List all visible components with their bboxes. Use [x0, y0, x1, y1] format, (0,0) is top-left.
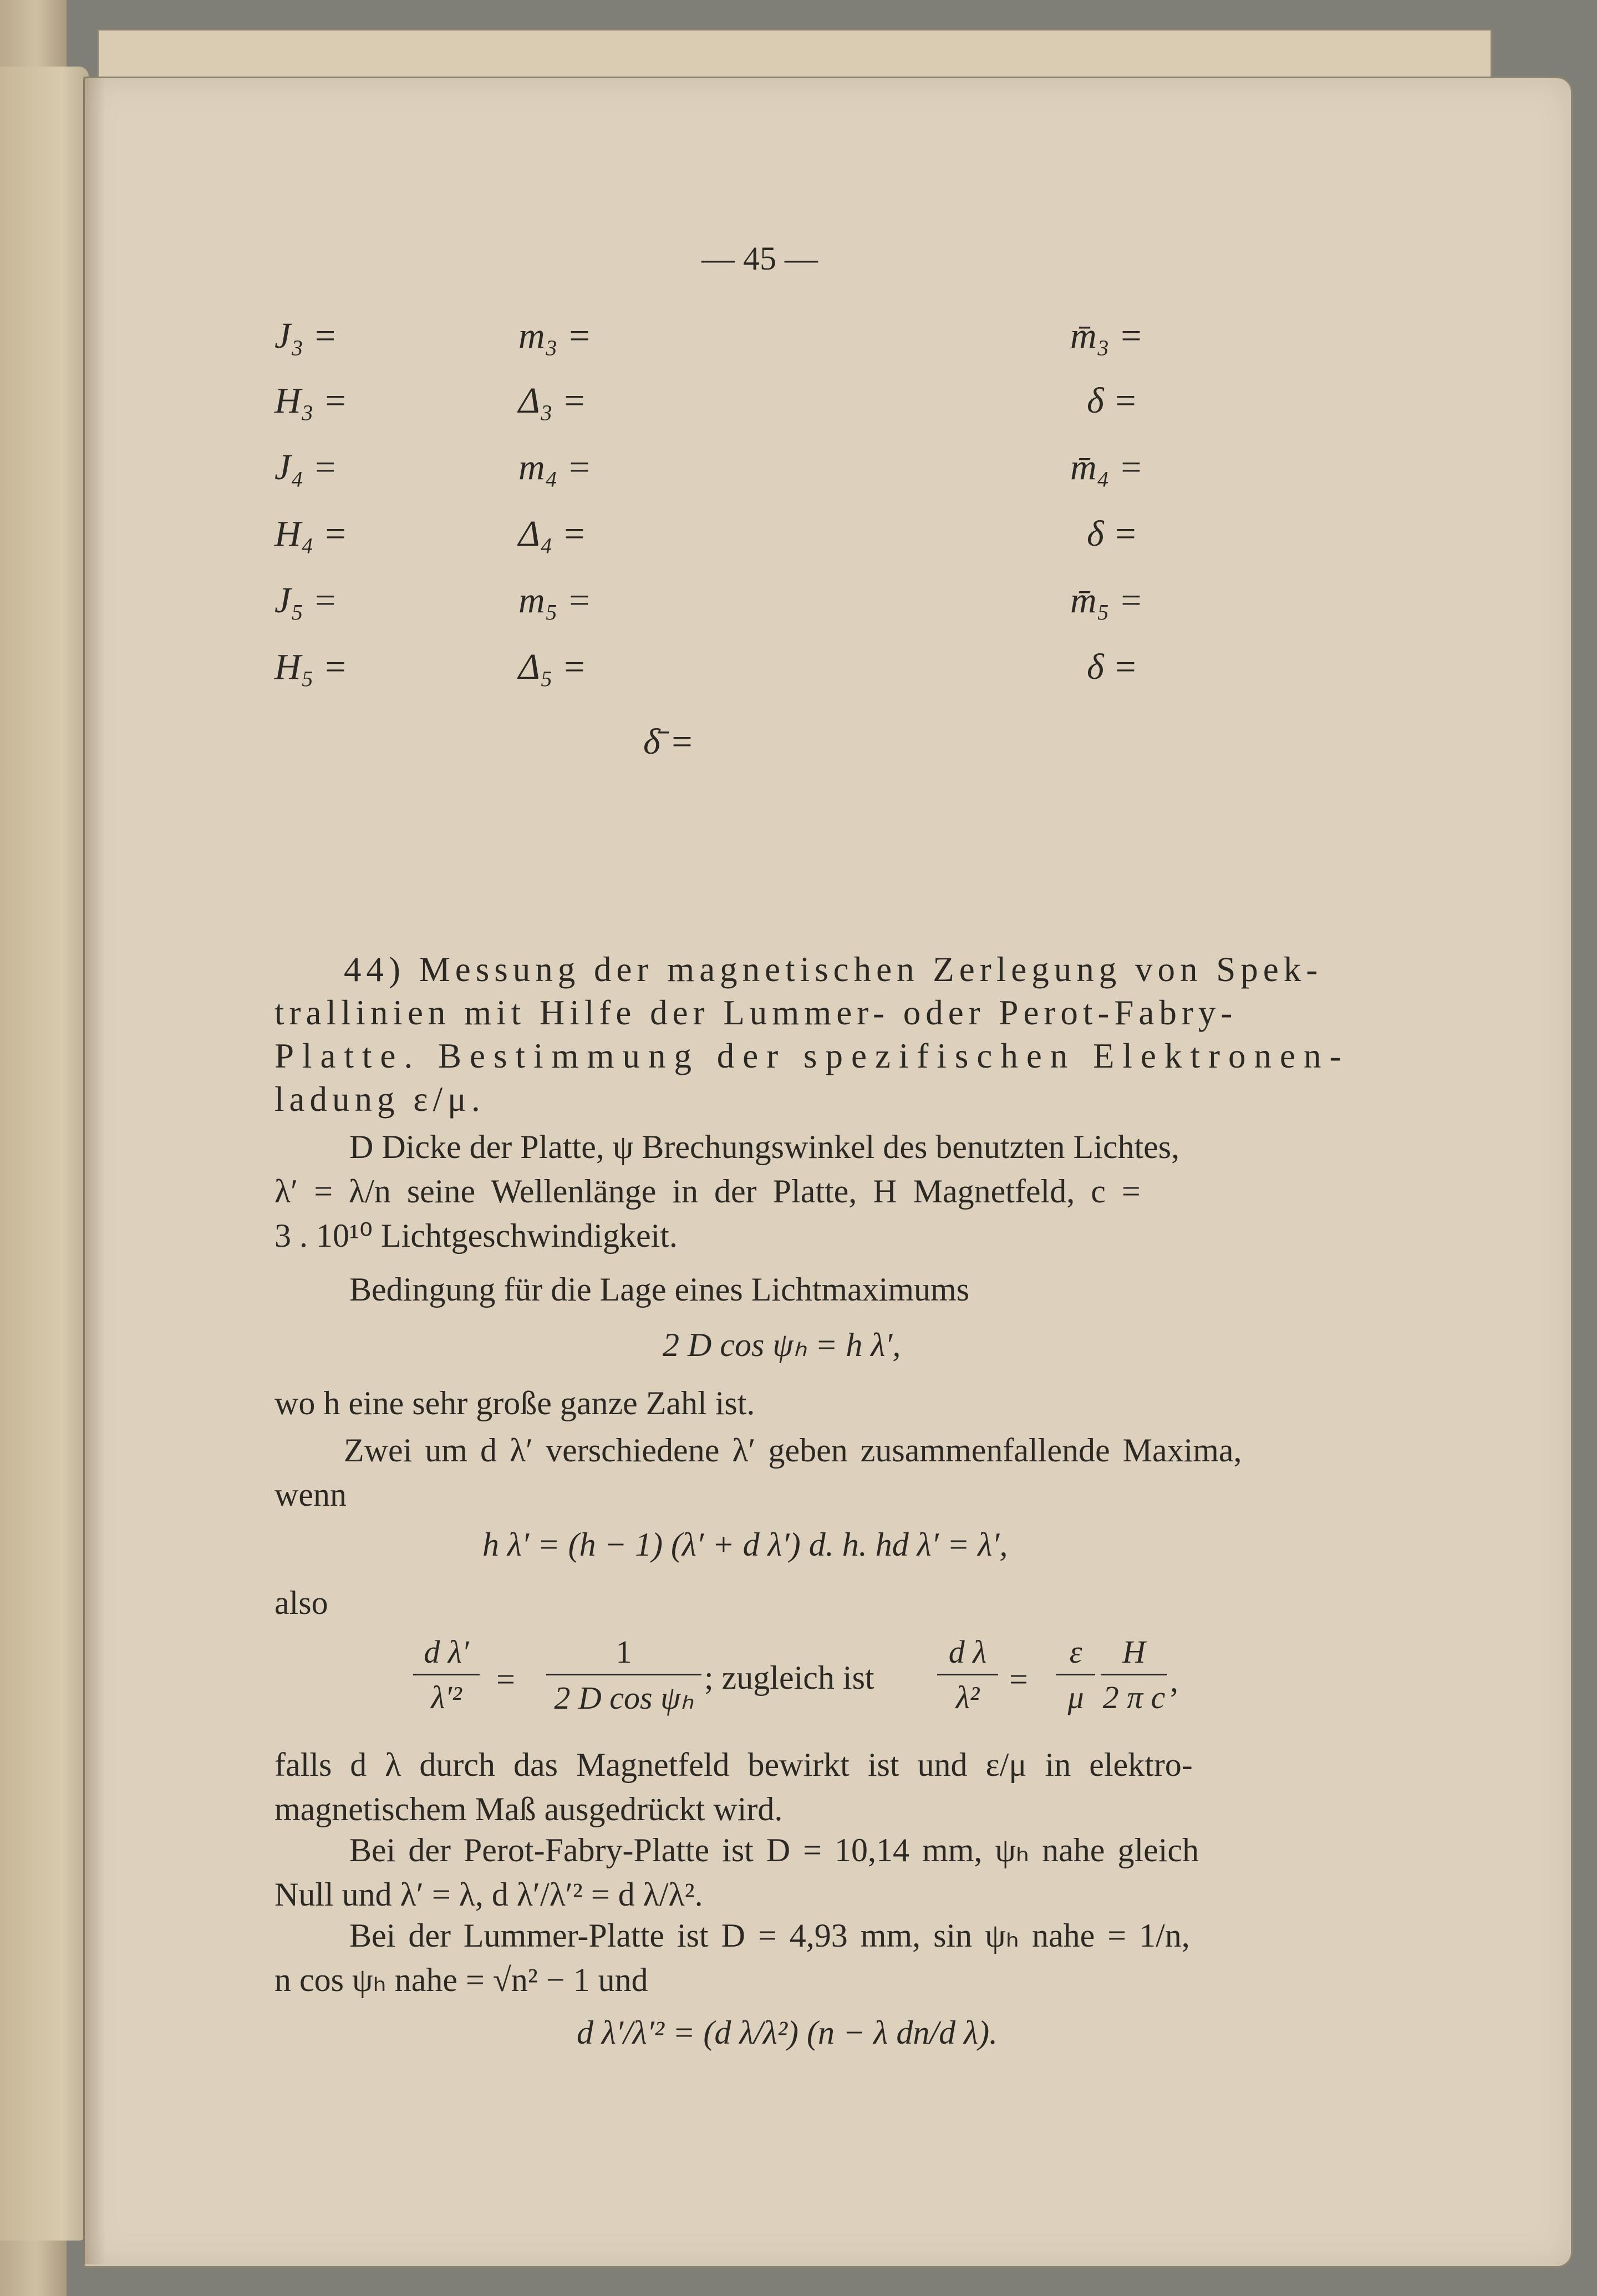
page-number: — 45 — — [701, 240, 818, 277]
fraction-bar — [1056, 1674, 1095, 1675]
fraction-numerator: d λ — [948, 1634, 987, 1670]
table-cell: m̄₃ = — [1070, 316, 1143, 356]
body-line: n cos ψₕ nahe = √n² − 1 und — [274, 1962, 648, 1998]
fraction-numerator: ε — [1069, 1634, 1082, 1670]
page-gutter-shadow — [83, 77, 105, 2264]
fraction-bar — [1101, 1674, 1167, 1675]
body-line: Null und λ′ = λ, d λ′/λ′² = d λ/λ². — [274, 1876, 703, 1913]
body-line: also — [274, 1584, 328, 1621]
fraction-bar — [937, 1674, 998, 1675]
fraction-bar — [413, 1674, 480, 1675]
table-cell: J₄ = — [274, 447, 338, 487]
body-line: wo h eine sehr große ganze Zahl ist. — [274, 1385, 755, 1421]
table-cell: δ = — [1087, 380, 1138, 421]
body-line: Bei der Perot-Fabry-Platte ist D = 10,14 mm, ψₕ nahe gleich — [349, 1832, 1199, 1868]
table-cell: m̄₄ = — [1070, 447, 1143, 487]
equals-sign: = — [1009, 1661, 1028, 1698]
body-text: ; zugleich ist — [704, 1659, 874, 1696]
fraction-denominator: λ′² — [431, 1679, 462, 1715]
fraction-numerator: 1 — [616, 1634, 632, 1670]
equals-sign: = — [496, 1661, 515, 1698]
body-line: magnetischem Maß ausgedrückt wird. — [274, 1791, 783, 1827]
body-line: 3 . 10¹⁰ Lichtgeschwindigkeit. — [274, 1217, 678, 1254]
table-cell: m₄ = — [518, 447, 592, 487]
table-cell: m̄₅ = — [1070, 580, 1143, 621]
fraction — [546, 1633, 701, 1716]
fraction-bar — [546, 1674, 701, 1675]
table-cell: Δ₃ = — [518, 380, 587, 421]
formula: h λ′ = (h − 1) (λ′ + d λ′) d. h. hd λ′ = λ′, — [482, 1526, 1008, 1563]
fraction — [937, 1633, 998, 1716]
body-line: Bei der Lummer-Platte ist D = 4,93 mm, sin ψₕ nahe = 1/n, — [349, 1917, 1190, 1954]
table-cell: J₅ = — [274, 580, 338, 621]
body-line: D Dicke der Platte, ψ Brechungswinkel des benutzten Lichtes, — [349, 1129, 1180, 1165]
fraction-denominator: λ² — [955, 1679, 980, 1715]
section-heading-line: trallinien mit Hilfe der Lummer- oder Perot-Fabry- — [274, 993, 1238, 1032]
fraction — [413, 1633, 480, 1716]
table-cell: J₃ = — [274, 316, 338, 356]
section-heading-line: Platte. Bestimmung der spezifischen Elektronen- — [274, 1037, 1350, 1075]
formula: d λ′/λ′² = (d λ/λ²) (n − λ dn/d λ). — [577, 2014, 998, 2051]
mean-delta-cell: δ̄ = — [643, 722, 694, 762]
body-line: Zwei um d λ′ verschiedene λ′ geben zusammenfallende Maxima, — [344, 1432, 1242, 1469]
table-cell: H₅ = — [274, 647, 348, 687]
table-cell: m₃ = — [518, 316, 592, 356]
fraction-denominator: 2 D cos ψₕ — [554, 1680, 694, 1716]
fraction — [1056, 1633, 1095, 1716]
table-cell: H₃ = — [274, 380, 348, 421]
table-cell: δ = — [1087, 647, 1138, 687]
body-line: falls d λ durch das Magnetfeld bewirkt ist und ε/μ in elektro- — [274, 1746, 1193, 1783]
section-heading-line: ladung ε/μ. — [274, 1080, 485, 1119]
body-line: wenn — [274, 1476, 347, 1513]
fraction-numerator: d λ′ — [424, 1634, 469, 1670]
fraction-denominator: 2 π c — [1102, 1679, 1166, 1715]
table-cell: m₅ = — [518, 580, 592, 621]
table-cell: Δ₅ = — [518, 647, 587, 687]
fraction — [1101, 1633, 1167, 1716]
table-cell: δ = — [1087, 514, 1138, 554]
body-line: Bedingung für die Lage eines Lichtmaximums — [349, 1271, 970, 1308]
section-heading-line: 44) Messung der magnetischen Zerlegung von Spek- — [344, 950, 1323, 989]
table-cell: Δ₄ = — [518, 514, 587, 554]
table-cell: H₄ = — [274, 514, 348, 554]
fraction-denominator: μ — [1067, 1679, 1084, 1715]
formula: 2 D cos ψₕ = h λ′, — [663, 1327, 901, 1363]
comma: , — [1170, 1662, 1178, 1699]
fraction-numerator: H — [1122, 1634, 1146, 1670]
body-line: λ′ = λ/n seine Wellenlänge in der Platte, H Magnetfeld, c = — [274, 1173, 1141, 1210]
facing-page-edge — [0, 67, 89, 2241]
